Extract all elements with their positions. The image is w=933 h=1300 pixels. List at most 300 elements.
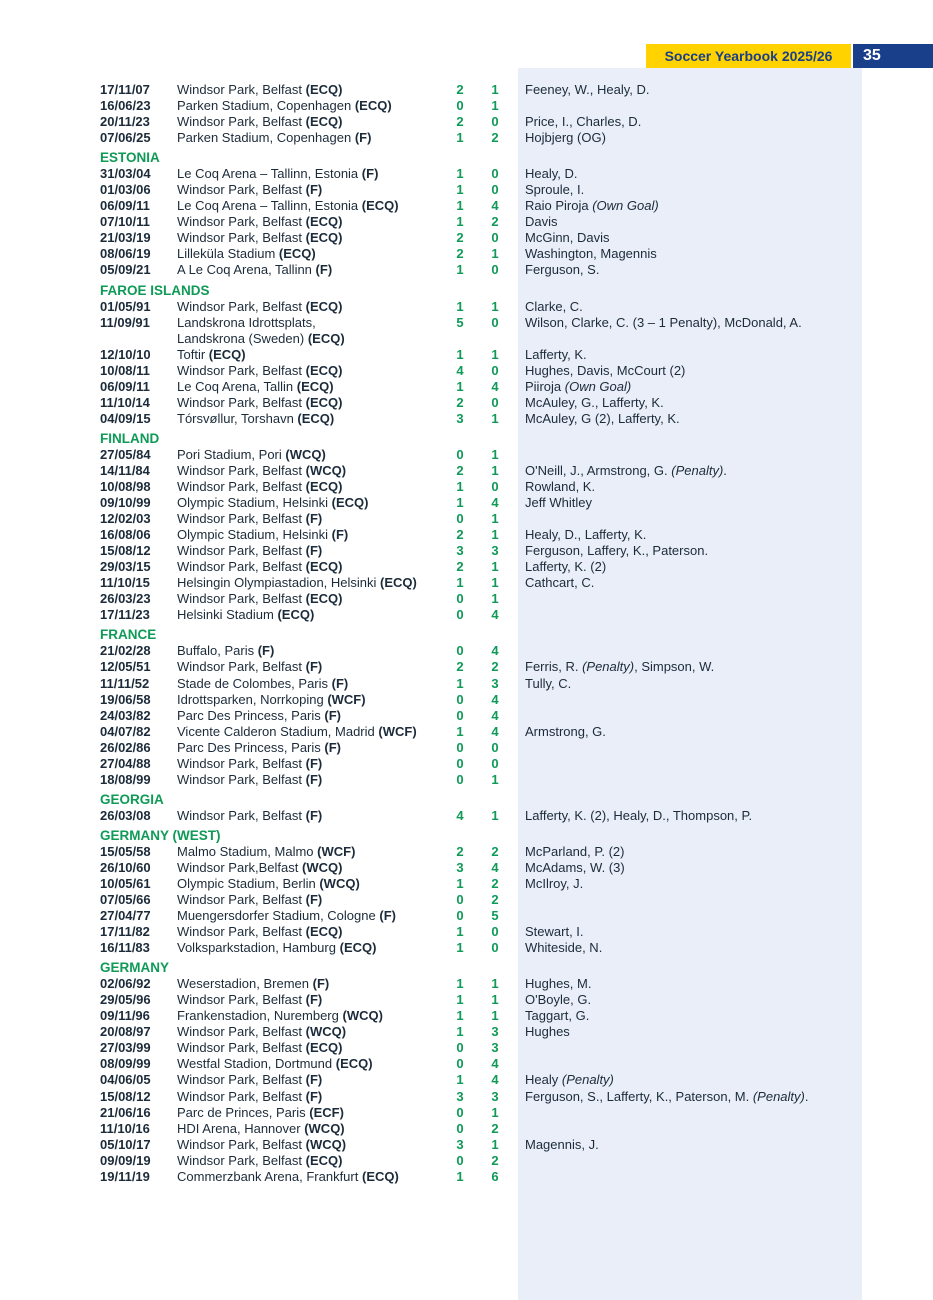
match-venue [177,1137,346,1153]
match-venue [177,1072,322,1088]
venue-name: Olympic Stadium, Helsinki [177,527,328,543]
away-score: 3 [491,1088,499,1104]
home-score: 3 [456,543,464,559]
goal-scorers: Taggart, G. [525,1008,590,1024]
competition-code: (ECQ) [277,607,315,623]
competition-code: (WCQ) [285,446,326,462]
competition-code: (F) [331,675,349,691]
venue-name: Landskrona Idrottsplats, [177,314,316,330]
venue-name: Le Coq Arena – Tallinn, Estonia [177,166,359,182]
competition-code: (F) [305,659,323,675]
match-row [100,246,900,262]
match-venue [177,411,334,427]
competition-code: (ECQ) [297,410,335,426]
goal-scorers: Washington, Magennis [525,246,657,262]
match-date: 09/10/99 [100,495,151,511]
match-row [100,559,900,575]
away-score: 1 [491,298,499,314]
home-score: 2 [456,82,464,97]
match-venue [177,860,342,876]
away-score: 1 [491,511,499,527]
venue-name: Windsor Park, Belfast [177,755,302,771]
match-venue [177,246,316,262]
venue-name: Windsor Park, Belfast [177,591,302,607]
match-date: 21/03/19 [100,230,151,246]
away-score: 6 [491,1168,499,1184]
venue-name: Windsor Park, Belfast [177,992,302,1008]
match-date: 07/05/66 [100,892,151,908]
country-section [100,431,900,624]
match-row [100,1137,900,1153]
competition-code: (F) [312,976,330,992]
competition-code: (F) [305,1088,323,1104]
match-venue [177,182,322,198]
venue-name: Olympic Stadium, Helsinki [177,495,328,511]
venue-name: Windsor Park, Belfast [177,511,302,527]
match-row [100,1153,900,1169]
goal-scorers: Piiroja (Own Goal) [525,378,632,394]
home-score: 2 [456,527,464,543]
match-date: 31/03/04 [100,166,151,182]
competition-code: (ECQ) [380,575,417,591]
competition-code: (F) [305,543,323,559]
match-row [100,447,900,463]
match-venue [177,262,332,278]
away-score: 1 [491,410,499,426]
goal-scorers: Hughes, Davis, McCourt (2) [525,362,686,378]
home-score: 0 [456,1056,464,1072]
competition-code: (WCQ) [319,875,360,891]
away-score: 1 [491,976,499,992]
home-score: 1 [456,875,464,891]
competition-code: (ECQ) [361,1168,399,1184]
goal-scorers: Hughes, M. [525,976,592,992]
away-score: 1 [491,527,499,543]
country-heading: ESTONIA [100,150,160,166]
goal-scorers: Healy (Penalty) [525,1072,614,1088]
away-score: 4 [491,723,499,739]
venue-continuation [177,331,345,347]
match-row [100,860,900,876]
competition-code: (F) [379,908,396,924]
home-score: 0 [456,1120,464,1136]
home-score: 1 [456,214,464,230]
competition-code: (ECQ) [361,198,399,214]
match-row [100,347,900,363]
goal-scorers: McAdams, W. (3) [525,859,625,875]
away-score: 1 [491,1008,499,1024]
competition-code: (F) [324,707,341,723]
match-venue [177,724,417,740]
venue-name: Windsor Park, Belfast [177,478,302,494]
match-venue [177,708,341,724]
match-row [100,411,900,427]
home-score: 2 [456,246,464,262]
home-score: 2 [456,230,464,246]
goal-scorers: Clarke, C. [525,298,583,314]
match-row [100,643,900,659]
home-score: 0 [456,98,464,114]
competition-code: (F) [305,892,323,908]
match-venue [177,591,342,607]
match-row [100,808,900,824]
country-section [100,627,900,787]
home-score: 1 [456,198,464,214]
match-row [100,379,900,395]
away-score: 4 [491,859,499,875]
home-score: 0 [456,1104,464,1120]
competition-code: (F) [324,739,341,755]
home-score: 0 [456,607,464,623]
match-row [100,708,900,724]
match-row [100,479,900,495]
away-score: 2 [491,1120,499,1136]
match-date: 21/02/28 [100,643,151,659]
competition-code: (ECQ) [305,478,343,494]
competition-code: (ECQ) [305,1040,343,1056]
match-row [100,1105,900,1121]
away-score: 3 [491,1040,499,1056]
away-score: 1 [491,98,499,114]
match-venue [177,1121,345,1137]
results-list [100,82,900,1189]
match-venue [177,479,342,495]
match-venue [177,543,322,559]
country-heading: FRANCE [100,627,157,643]
venue-name: Windsor Park,Belfast [177,859,299,875]
competition-code: (F) [305,771,323,787]
match-venue [177,772,322,788]
match-date: 27/04/77 [100,908,151,924]
goal-scorers: Davis [525,214,558,230]
competition-code: (ECQ) [305,362,343,378]
match-row [100,230,900,246]
home-score: 1 [456,495,464,511]
venue-name: Windsor Park, Belfast [177,214,302,230]
home-score: 0 [456,755,464,771]
away-score: 1 [491,771,499,787]
goal-scorers: McAuley, G (2), Lafferty, K. [525,410,680,426]
match-row [100,1169,900,1185]
competition-code: (ECQ) [339,940,377,956]
venue-name: Windsor Park, Belfast [177,892,302,908]
venue-name: Windsor Park, Belfast [177,230,302,246]
match-venue [177,315,345,347]
home-score: 1 [456,924,464,940]
match-date: 08/09/99 [100,1056,151,1072]
venue-name: Windsor Park, Belfast [177,462,302,478]
home-score: 0 [456,511,464,527]
match-date: 04/09/15 [100,410,151,426]
country-heading: FAROE ISLANDS [100,282,210,298]
match-date: 06/09/11 [100,198,150,214]
match-venue [177,976,329,992]
goal-scorers: Lafferty, K. [525,346,587,362]
away-score: 5 [491,908,499,924]
match-venue [177,130,371,146]
venue-name: HDI Arena, Hannover [177,1120,301,1136]
goal-scorers: McAuley, G., Lafferty, K. [525,394,664,410]
away-score: 0 [491,739,499,755]
match-date: 26/03/08 [100,807,151,823]
home-score: 2 [456,114,464,130]
goal-scorers: Ferguson, Laffery, K., Paterson. [525,543,709,559]
venue-name: Windsor Park, Belfast [177,182,302,198]
match-row [100,543,900,559]
match-date: 15/05/58 [100,843,151,859]
match-row [100,724,900,740]
competition-code: (WCF) [327,691,366,707]
competition-code: (F) [361,166,379,182]
match-venue [177,379,334,395]
competition-code: (ECQ) [208,346,246,362]
match-row [100,992,900,1008]
country-heading: GEORGIA [100,791,164,807]
running-header-title: Soccer Yearbook 2025/26 [646,44,851,68]
match-date: 11/10/15 [100,575,150,591]
away-score: 1 [491,446,499,462]
country-heading: GERMANY [100,960,170,976]
page-number: 35 [853,44,933,68]
match-row [100,1024,900,1040]
match-venue [177,299,342,315]
match-date: 20/08/97 [100,1024,151,1040]
venue-name: Windsor Park, Belfast [177,659,302,675]
venue-name: Windsor Park, Belfast [177,543,302,559]
country-section [100,828,900,956]
match-venue [177,692,366,708]
competition-code: (ECQ) [305,1152,343,1168]
away-score: 1 [491,82,499,97]
match-row [100,1040,900,1056]
match-date: 01/05/91 [100,298,151,314]
competition-code: (WCQ) [342,1008,383,1024]
match-date: 11/10/16 [100,1120,150,1136]
competition-code: (WCF) [317,843,356,859]
match-venue [177,82,342,98]
goal-scorers: Feeney, W., Healy, D. [525,82,650,97]
match-venue [177,1008,383,1024]
goal-scorers: Sproule, I. [525,182,585,198]
match-date: 26/10/60 [100,859,151,875]
venue-name: Windsor Park, Belfast [177,1152,302,1168]
venue-continuation-text: Landskrona (Sweden) [177,330,305,346]
match-date: 11/10/14 [100,394,150,410]
match-row [100,363,900,379]
competition-code: (F) [354,130,372,146]
match-date: 05/09/21 [100,262,151,278]
match-date: 15/08/12 [100,1088,151,1104]
match-venue [177,166,378,182]
match-date: 16/08/06 [100,527,151,543]
match-date: 04/06/05 [100,1072,151,1088]
venue-name: A Le Coq Arena, Tallinn [177,262,312,278]
venue-name: Windsor Park, Belfast [177,1024,302,1040]
venue-name: Parken Stadium, Copenhagen [177,98,352,114]
away-score: 3 [491,543,499,559]
away-score: 1 [491,462,499,478]
venue-name: Le Coq Arena, Tallin [177,378,294,394]
match-date: 29/03/15 [100,559,151,575]
competition-code: (ECQ) [307,330,345,346]
match-date: 29/05/96 [100,992,151,1008]
competition-code: (F) [315,262,333,278]
match-venue [177,575,417,591]
match-venue [177,114,342,130]
goal-scorers: McGinn, Davis [525,230,610,246]
venue-name: Windsor Park, Belfast [177,394,302,410]
goal-scorers: Ferris, R. (Penalty), Simpson, W. [525,659,715,675]
away-score: 2 [491,892,499,908]
goal-scorers: Lafferty, K. (2), Healy, D., Thompson, P. [525,807,753,823]
match-venue [177,876,360,892]
home-score: 0 [456,1040,464,1056]
competition-code: (ECQ) [305,214,343,230]
home-score: 0 [456,892,464,908]
home-score: 1 [456,262,464,278]
match-venue [177,659,322,675]
country-section [100,792,900,824]
away-score: 0 [491,230,499,246]
goal-scorers: Healy, D. [525,166,578,182]
competition-code: (ECQ) [305,559,343,575]
venue-name: Windsor Park, Belfast [177,771,302,787]
competition-code: (F) [305,511,323,527]
home-score: 1 [456,182,464,198]
match-venue [177,230,342,246]
competition-code: (WCQ) [305,462,347,478]
country-heading: GERMANY (WEST) [100,827,221,843]
match-date: 27/03/99 [100,1040,151,1056]
match-row [100,511,900,527]
match-date: 09/09/19 [100,1152,151,1168]
venue-name: Parken Stadium, Copenhagen [177,130,352,146]
venue-name: Parc Des Princess, Paris [177,707,321,723]
home-score: 0 [456,643,464,659]
match-row [100,1072,900,1088]
goal-scorers: Hughes [525,1024,570,1040]
match-row [100,740,900,756]
competition-code: (ECF) [309,1104,344,1120]
match-date: 12/02/03 [100,511,151,527]
venue-name: Le Coq Arena – Tallinn, Estonia [177,198,359,214]
goal-scorers: Price, I., Charles, D. [525,114,642,130]
competition-code: (ECQ) [305,591,343,607]
goal-scorers: Jeff Whitley [525,495,592,511]
match-row [100,976,900,992]
match-venue [177,363,342,379]
home-score: 3 [456,859,464,875]
venue-name: Windsor Park, Belfast [177,1088,302,1104]
home-score: 1 [456,346,464,362]
home-score: 0 [456,908,464,924]
match-row [100,1121,900,1137]
away-score: 1 [491,1136,499,1152]
home-score: 0 [456,739,464,755]
goal-scorers: Ferguson, S., Lafferty, K., Paterson, M. (Penalty). [525,1088,809,1104]
match-row [100,1056,900,1072]
match-row [100,940,900,956]
home-score: 1 [456,940,464,956]
home-score: 1 [456,976,464,992]
match-venue [177,908,396,924]
competition-code: (ECQ) [305,394,343,410]
match-row [100,98,900,114]
match-venue [177,1153,342,1169]
match-venue [177,98,392,114]
match-venue [177,559,342,575]
match-row [100,198,900,214]
competition-code: (F) [305,1072,323,1088]
country-section [100,82,900,146]
home-score: 3 [456,1088,464,1104]
venue-name: Windsor Park, Belfast [177,82,302,97]
goal-scorers: Healy, D., Lafferty, K. [525,527,647,543]
match-date: 26/02/86 [100,739,151,755]
away-score: 1 [491,992,499,1008]
home-score: 2 [456,559,464,575]
competition-code: (ECQ) [335,1056,373,1072]
competition-code: (WCQ) [305,1136,347,1152]
match-row [100,676,900,692]
venue-name: Windsor Park, Belfast [177,924,302,940]
match-row [100,575,900,591]
match-row [100,214,900,230]
venue-name: Helsinki Stadium [177,607,274,623]
match-row [100,924,900,940]
match-row [100,772,900,788]
competition-code: (F) [257,643,275,659]
venue-name: Idrottsparken, Norrkoping [177,691,324,707]
match-date: 09/11/96 [100,1008,150,1024]
goal-scorers: Hojbjerg (OG) [525,130,606,146]
venue-name: Toftir [177,346,206,362]
match-venue [177,395,342,411]
goal-scorers: Rowland, K. [525,478,596,494]
away-score: 0 [491,166,499,182]
venue-name: Parc de Princes, Paris [177,1104,306,1120]
match-venue [177,463,346,479]
home-score: 1 [456,166,464,182]
venue-name: Parc Des Princess, Paris [177,739,321,755]
match-date: 16/06/23 [100,98,151,114]
venue-name: Windsor Park, Belfast [177,559,302,575]
match-date: 14/11/84 [100,462,150,478]
venue-name: Weserstadion, Bremen [177,976,309,992]
match-date: 17/11/07 [100,82,150,97]
match-row [100,82,900,98]
competition-code: (ECQ) [305,298,343,314]
away-score: 1 [491,1104,499,1120]
home-score: 0 [456,707,464,723]
match-row [100,182,900,198]
venue-name: Malmo Stadium, Malmo [177,843,314,859]
away-score: 0 [491,755,499,771]
match-row [100,1008,900,1024]
match-venue [177,1024,346,1040]
match-venue [177,892,322,908]
home-score: 1 [456,1072,464,1088]
goal-scorers: O'Neill, J., Armstrong, G. (Penalty). [525,462,727,478]
goal-scorers: McParland, P. (2) [525,843,625,859]
match-date: 08/06/19 [100,246,151,262]
away-score: 0 [491,362,499,378]
match-row [100,1089,900,1105]
home-score: 2 [456,659,464,675]
match-date: 07/10/11 [100,214,150,230]
competition-code: (WCQ) [305,1024,347,1040]
away-score: 0 [491,114,499,130]
